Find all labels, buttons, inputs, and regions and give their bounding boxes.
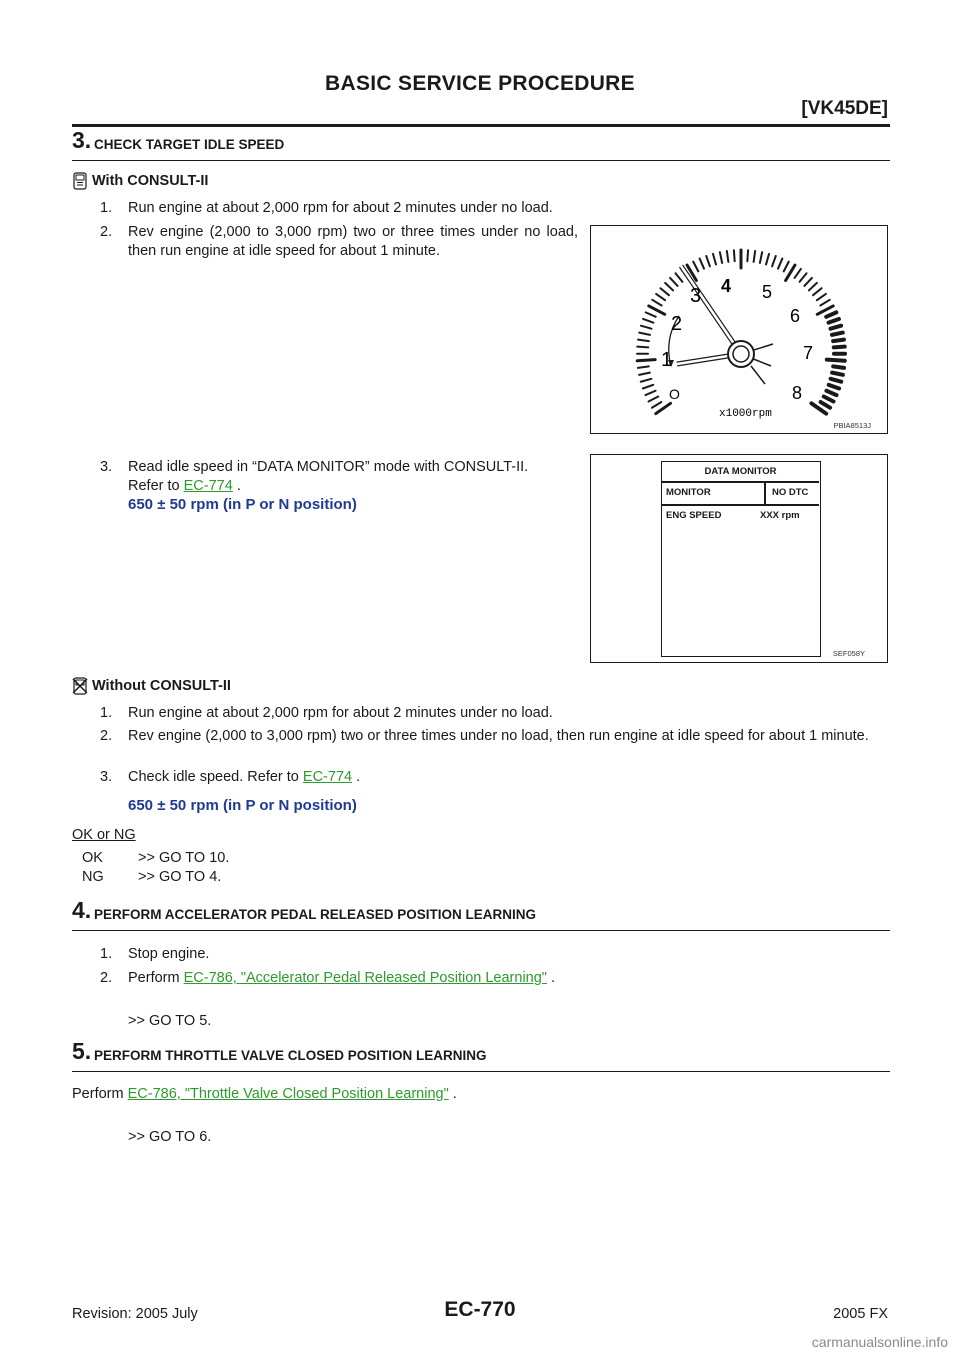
gauge-tick [760,252,762,263]
gauge-tick [637,347,648,348]
gauge-number: 4 [721,276,732,296]
gauge-tick [829,385,839,389]
list-item: 1. Run engine at about 2,000 rpm for about 2 minutes under no load. [100,705,553,721]
gauge-tick [652,402,661,408]
page-title: BASIC SERVICE PROCEDURE [325,72,635,95]
gauge-tick [652,300,661,306]
gauge-number: 5 [762,282,773,302]
gauge-number: 7 [803,343,814,363]
gauge-number: 3 [690,285,702,307]
accelerator-learning-link[interactable]: EC-786, "Accelerator Pedal Released Position Learning" [183,970,547,986]
gauge-tick [826,391,836,395]
gauge-tick [772,256,776,266]
gauge-tick [827,360,845,361]
list-item: 3. Read idle speed in “DATA MONITOR” mode with CONSULT-II. Refer to EC-774 . [100,459,529,494]
gauge-tick [754,251,755,262]
gauge-tick [734,250,735,261]
gauge-tick [766,254,769,265]
gauge-tick [727,251,728,262]
goto-step-6: >> GO TO 6. [128,1129,212,1145]
gauge-tick [700,259,704,269]
step-title: PERFORM ACCELERATOR PEDAL RELEASED POSITION LEARNING [94,907,537,922]
monitor-col-left: MONITOR [666,487,711,498]
figure-id: PBIA8513J [833,421,871,430]
gauge-tick [809,283,817,291]
throttle-learning-link[interactable]: EC-786, "Throttle Valve Closed Position Learning" [127,1086,449,1102]
step-number: 3. [72,127,92,153]
gauge-number: 8 [792,383,803,403]
result-ng: NG >> GO TO 4. [82,869,222,885]
tachometer-figure [590,225,888,434]
gauge-tick [670,278,677,286]
monitor-row-label: ENG SPEED [666,510,722,521]
gauge-tick [778,259,782,269]
gauge-number: 1 [661,349,673,371]
gauge-tick [826,312,836,316]
gauge-tick [648,396,658,401]
gauge-tick [649,306,665,314]
step-title: PERFORM THROTTLE VALVE CLOSED POSITION LEARNING [94,1048,487,1063]
gauge-tick [720,252,722,263]
gauge-tick [665,283,673,291]
gauge-tick [638,366,649,367]
gauge-tick [645,391,655,395]
gauge-tick [747,250,748,261]
step-number: 4. [72,897,92,923]
step-5-heading [72,1038,890,1072]
gauge-tick [639,373,650,375]
model-tag: [VK45DE] [801,98,888,119]
figure-id: SEF058Y [832,649,865,658]
gauge-tick [646,312,656,316]
ec-774-link[interactable]: EC-774 [183,478,233,494]
tachometer-gauge [591,226,887,433]
monitor-title: DATA MONITOR [704,466,777,477]
gauge-tick [832,373,843,375]
gauge-tick [833,366,844,367]
gauge-tick [713,254,716,265]
list-item: 1. Run engine at about 2,000 rpm for about 2 minutes under no load. [100,200,553,216]
ec-774-link[interactable]: EC-774 [302,769,353,785]
list-item: 3. Check idle speed. Refer to EC-774 . [100,769,361,785]
gauge-tick [817,294,826,300]
watermark: carmanualsonline.info [811,1334,948,1350]
gauge-tick [656,294,665,300]
step-5-instruction: Perform EC-786, "Throttle Valve Closed Position Learning" . [72,1086,457,1102]
gauge-tick [660,288,669,295]
gauge-tick [833,340,844,342]
gauge-tick [834,347,845,348]
gauge-tick [829,319,839,323]
step-4-heading [72,897,890,931]
gauge-tick [641,326,652,329]
gauge-unit: x1000rpm [719,408,772,420]
monitor-row-value: XXX rpm [760,510,800,521]
list-item: 2. Perform EC-786, "Accelerator Pedal Released Position Learning" . [100,970,556,986]
gauge-number: 6 [790,306,801,326]
gauge-tick [693,262,698,272]
step-3-heading [72,127,890,161]
gauge-tick [800,273,807,282]
list-item: 2. Rev engine (2,000 to 3,000 rpm) two or three times under no load, then run engine at idle speed for about 1 minute. [100,224,578,259]
gauge-number: 2 [671,313,683,335]
consult-tester-icon [72,172,88,190]
idle-speed-spec: 650 ± 50 rpm (in P or N position) [128,797,357,814]
without-consult-heading: Without CONSULT-II [72,677,231,695]
gauge-tick [824,396,834,401]
monitor-col-right: NO DTC [772,487,809,498]
vehicle-model: 2005 FX [833,1306,888,1322]
no-consult-tester-icon [72,677,88,695]
gauge-tick [813,288,822,295]
gauge-tick [804,278,811,286]
gauge-tick [637,360,655,361]
page-number: EC-770 [444,1298,516,1321]
gauge-tick [675,273,682,282]
step-title: CHECK TARGET IDLE SPEED [94,137,285,152]
gauge-tick [786,265,795,280]
gauge-tick [643,385,653,389]
gauge-tick [638,340,649,342]
revision-date: Revision: 2005 July [72,1306,198,1322]
gauge-tick [639,333,650,335]
header-rule [72,124,890,127]
idle-speed-spec: 650 ± 50 rpm (in P or N position) [128,496,357,513]
with-consult-heading: With CONSULT-II [72,172,208,190]
gauge-tick [641,379,652,382]
step-number: 5. [72,1038,92,1064]
gauge-tick [832,333,843,335]
goto-step-5: >> GO TO 5. [128,1013,212,1029]
gauge-tick [784,262,789,272]
monitor-screen [661,461,821,657]
list-item: 1. Stop engine. [100,946,210,962]
gauge-tick [821,402,830,408]
gauge-tick [830,326,841,329]
result-ok: OK >> GO TO 10. [82,850,230,866]
ok-ng-label: OK or NG [72,827,136,843]
gauge-tick [643,319,653,323]
gauge-tick [831,379,842,382]
gauge-number: O [669,386,680,402]
gauge-tick [706,256,710,266]
list-item: 2. Rev engine (2,000 to 3,000 rpm) two or three times under no load, then run engine at idle speed for about 1 minute. [100,728,869,744]
data-monitor-figure [590,454,888,663]
gauge-tick [795,269,801,278]
gauge-tick [820,300,829,306]
